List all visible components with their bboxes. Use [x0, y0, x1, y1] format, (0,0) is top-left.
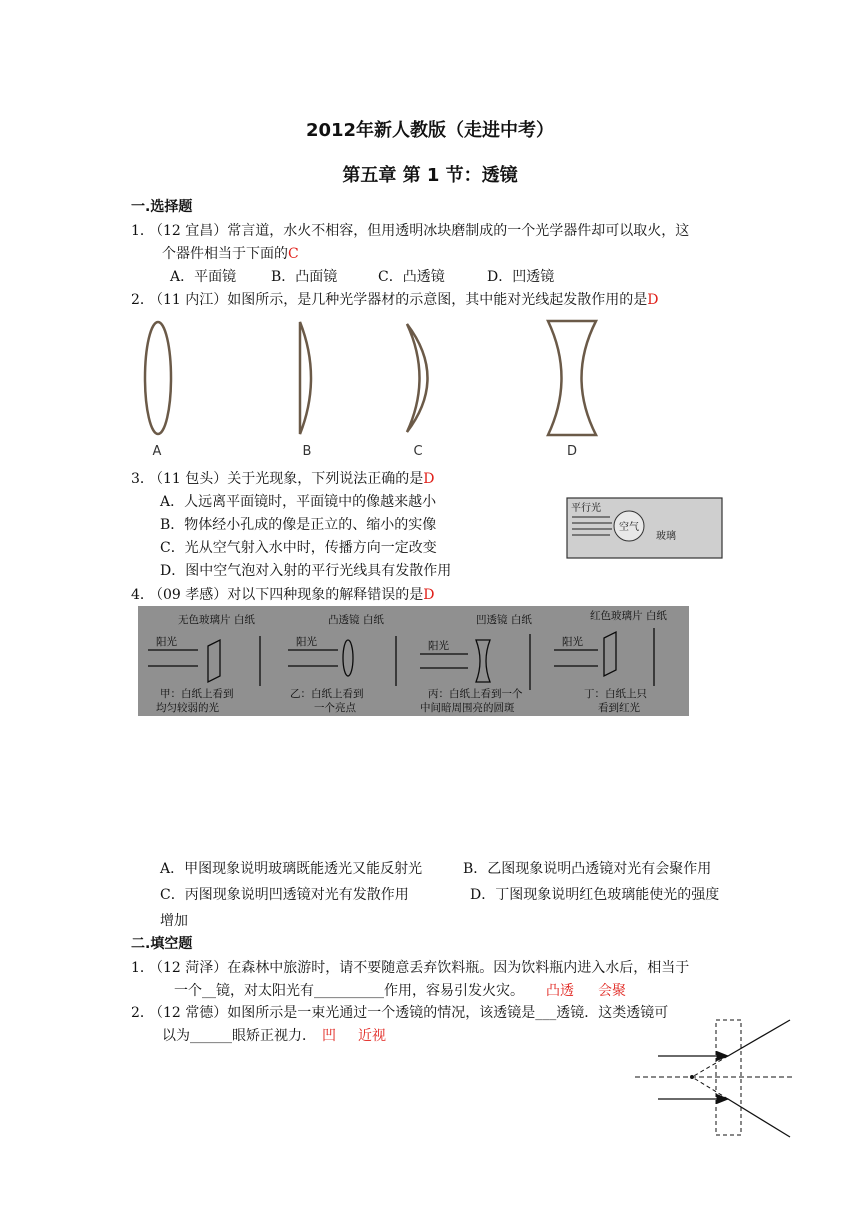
question-3-option-c: C．光从空气射入水中时，传播方向一定改变	[160, 540, 437, 556]
question-1-option-d: D．凹透镜	[487, 269, 555, 285]
photo-p2-sun: 阳光	[296, 636, 317, 648]
question-1-text-cont: 个器件相当于下面的	[162, 246, 288, 262]
photo-p4-cap1: 丁：白纸上只	[584, 688, 647, 700]
question-3-stem: （11 包头）关于光现象，下列说法正确的是	[149, 471, 424, 487]
fill-question-2-number: 2．	[131, 1005, 154, 1021]
question-3-option-a: A．人远离平面镜时，平面镜中的像越来越小	[160, 494, 437, 510]
question-1-option-c: C．凸透镜	[378, 269, 445, 285]
fill-question-1-line2	[174, 980, 626, 1000]
section-heading-fill: 二.填空题	[131, 936, 193, 952]
question-4-option-a: A．甲图现象说明玻璃既能透光又能反射光	[160, 861, 423, 877]
question-1-option-b: B．凸面镜	[271, 269, 338, 285]
question-4-option-c: C．丙图现象说明凹透镜对光有发散作用	[160, 887, 409, 903]
question-3-option-b: B．物体经小孔成的像是正立的、缩小的实像	[160, 517, 437, 533]
section-heading-choice: 一.选择题	[131, 199, 193, 215]
fill-question-1-answer-2: 会聚	[598, 983, 626, 999]
four-phenomena-photo	[138, 606, 689, 716]
photo-p1-sun: 阳光	[156, 636, 177, 648]
lens-label-d: D	[566, 444, 578, 459]
question-1-text: （12 宜昌）常言道，水火不相容，但用透明冰块磨制成的一个光学器件却可以取火，这	[149, 223, 690, 239]
lens-a-biconvex	[145, 322, 171, 434]
lens-label-a: A	[152, 444, 162, 459]
photo-p3-cap2: 中间暗周围亮的圆斑	[420, 702, 515, 714]
fill-question-1-text: （12 菏泽）在森林中旅游时，请不要随意丢弃饮料瓶。因为饮料瓶内进入水后，相当于	[149, 960, 690, 976]
question-4-number: 4．	[131, 587, 154, 603]
photo-p4-cap2: 看到红光	[598, 702, 640, 714]
question-3-text	[149, 468, 435, 488]
question-2-answer: D	[647, 292, 659, 308]
photo-p3-cap1: 丙：白纸上看到一个	[428, 688, 523, 700]
fill-question-1-cont: 一个__镜，对太阳光有__________作用，容易引发火灾。	[174, 983, 524, 999]
fill-question-2-line2	[162, 1025, 386, 1045]
photo-p3-sun: 阳光	[428, 640, 449, 652]
question-4-stem: （09 孝感）对以下四种现象的解释错误的是	[149, 587, 424, 603]
concave-lens-ray-diagram	[630, 1010, 800, 1145]
question-3-answer: D	[423, 471, 435, 487]
photo-p1-top: 无色玻璃片 白纸	[178, 614, 255, 626]
lens-b-planoconvex	[300, 322, 311, 434]
fill-question-2-text: （12 常德）如图所示是一束光通过一个透镜的情况，该透镜是___透镜．这类透镜可	[149, 1005, 669, 1021]
photo-p2-top: 凸透镜 白纸	[328, 614, 384, 626]
question-4-option-d: D．丁图现象说明红色玻璃能使光的强度	[470, 887, 720, 903]
photo-p4-sun: 阳光	[562, 636, 583, 648]
question-4-option-d-cont: 增加	[160, 913, 188, 929]
photo-p3-top: 凹透镜 白纸	[476, 614, 532, 626]
fill-question-1-answer-1: 凸透	[546, 983, 574, 999]
question-1-answer: C	[288, 246, 299, 262]
parallel-light-label: 平行光	[571, 503, 601, 514]
photo-p1-cap1: 甲：白纸上看到	[160, 688, 234, 700]
air-label: 空气	[619, 522, 639, 533]
air-bubble-figure	[566, 497, 723, 559]
photo-p4-top: 红色玻璃片 白纸	[590, 610, 667, 622]
lens-label-b: B	[302, 444, 312, 459]
fill-question-2-answer-1: 凹	[322, 1028, 336, 1044]
fill-question-2-cont: 以为______眼矫正视力．	[162, 1028, 316, 1044]
photo-p1-cap2: 均匀较弱的光	[156, 702, 219, 714]
question-4-option-b: B．乙图现象说明凸透镜对光有会聚作用	[463, 861, 712, 877]
page-title: 2012年新人教版（走进中考）	[305, 120, 555, 141]
lens-diagram	[0, 0, 860, 470]
photo-p2-cap2: 一个亮点	[314, 702, 356, 714]
question-1-option-a: A．平面镜	[170, 269, 237, 285]
question-2-stem: （11 内江）如图所示，是几种光学器材的示意图，其中能对光线起发散作用的是	[149, 292, 648, 308]
photo-p2-cap1: 乙：白纸上看到	[290, 688, 364, 700]
fill-question-1-number: 1．	[131, 960, 154, 976]
chapter-title: 第五章 第 1 节：透镜	[342, 165, 518, 186]
question-3-number: 3．	[131, 471, 154, 487]
question-1-number: 1．	[131, 223, 154, 239]
question-4-answer: D	[423, 587, 435, 603]
question-3-option-d: D．图中空气泡对入射的平行光线具有发散作用	[160, 563, 452, 579]
lens-c-meniscus	[407, 324, 428, 432]
question-2-number: 2．	[131, 292, 154, 308]
question-4-text	[149, 584, 435, 604]
lens-d-biconcave	[548, 321, 596, 435]
glass-label: 玻璃	[656, 531, 676, 542]
fill-question-2-answer-2: 近视	[358, 1028, 386, 1044]
lens-label-c: C	[413, 444, 423, 459]
